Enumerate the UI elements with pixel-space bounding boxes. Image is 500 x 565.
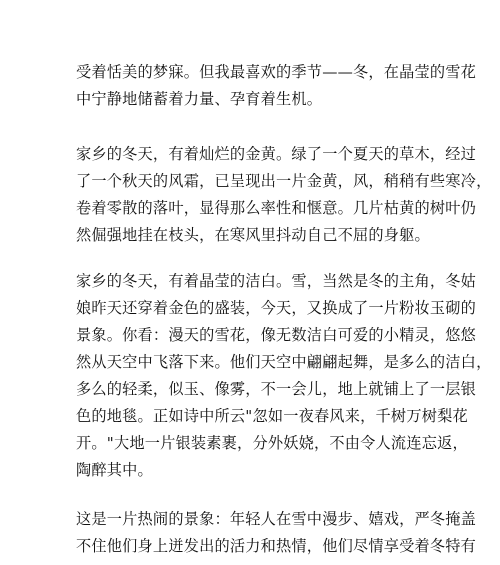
text-line: 陶醉其中。 [76, 461, 153, 479]
text-line: 然从天空中飞落下来。他们天空中翩翩起舞，是多么的洁白， [76, 353, 492, 371]
text-line: 多么的轻柔，似玉、像雾，不一会儿，地上就铺上了一层银 [76, 380, 477, 398]
text-line: 受着恬美的梦寐。但我最喜欢的季节——冬，在晶莹的雪花 [76, 63, 477, 81]
text-line: 了一个秋天的风霜，已呈现出一片金黄，风，稍稍有些寒冷， [76, 172, 492, 190]
text-line: 不住他们身上迸发出的活力和热情，他们尽情享受着冬特有 [76, 537, 477, 555]
text-line: 卷着零散的落叶，显得那么率性和惬意。几片枯黄的树叶仍 [76, 199, 477, 217]
text-line: 娘昨天还穿着金色的盛装，今天，又换成了一片粉妆玉砌的 [76, 299, 477, 317]
text-line: 中宁静地储蓄着力量、孕育着生机。 [76, 90, 323, 108]
text-line: 色的地毯。正如诗中所云"忽如一夜春风来，千树万树梨花 [76, 407, 468, 425]
text-line: 这是一片热闹的景象：年轻人在雪中漫步、嬉戏，严冬掩盖 [76, 510, 477, 528]
text-line: 家乡的冬天，有着晶莹的洁白。雪，当然是冬的主角，冬姑 [76, 272, 477, 290]
text-line: 然倔强地挂在枝头，在寒风里抖动自己不屈的身躯。 [76, 226, 430, 244]
text-line: 家乡的冬天，有着灿烂的金黄。绿了一个夏天的草木，经过 [76, 145, 477, 163]
text-line: 开。"大地一片银装素裹，分外妖娆，不由令人流连忘返， [76, 434, 468, 452]
text-line: 景象。你看：漫天的雪花，像无数洁白可爱的小精灵，悠悠 [76, 326, 477, 344]
